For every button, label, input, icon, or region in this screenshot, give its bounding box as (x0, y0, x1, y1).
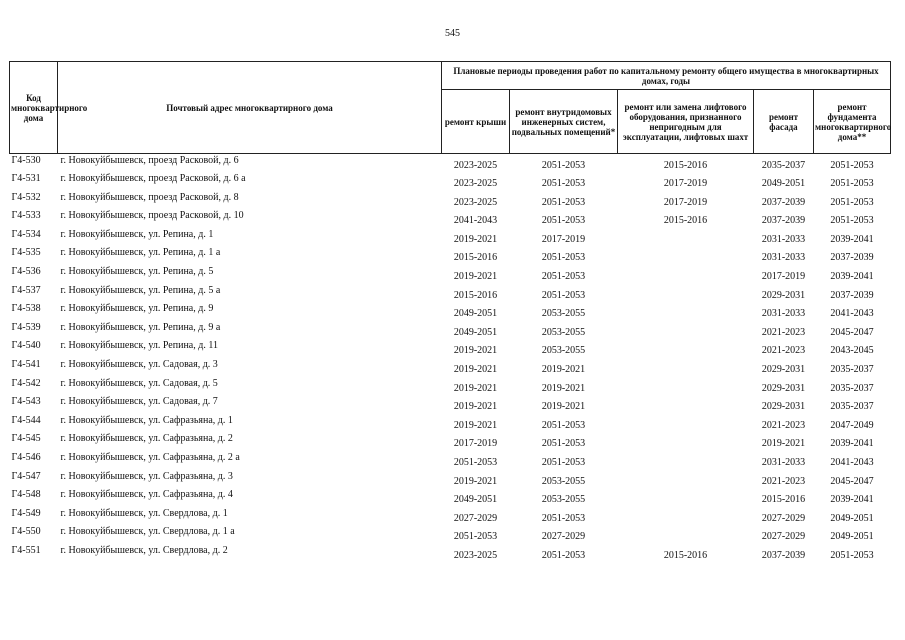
postal-address: г. Новокуйбышевск, ул. Репина, д. 1 (60, 228, 214, 240)
facade-period: 2029-2031 (761, 289, 806, 301)
building-code: Г4-546 (11, 452, 41, 463)
facade-period: 2021-2023 (761, 475, 806, 487)
foundation-period: 2043-2045 (830, 345, 874, 357)
engineering-systems-period: 2053-2055 (541, 475, 586, 487)
postal-address: г. Новокуйбышевск, ул. Сафразьяна, д. 2 (60, 433, 233, 445)
building-code: Г4-551 (11, 544, 41, 556)
roof-repair-period: 2019-2021 (453, 382, 498, 394)
foundation-period: 2049-2051 (830, 512, 874, 524)
roof-repair-period: 2019-2021 (453, 401, 498, 413)
foundation-period: 2039-2041 (830, 271, 874, 283)
engineering-systems-period: 2051-2053 (541, 196, 586, 208)
facade-period: 2037-2039 (761, 215, 806, 227)
facade-period: 2017-2019 (761, 271, 806, 283)
header-elevator-repair: ремонт или замена лифтового оборудования, признанного непригодным для эксплуатации, лифтовых шахт (618, 90, 754, 154)
engineering-systems-period: 2051-2053 (541, 438, 586, 450)
elevator-period (618, 507, 754, 526)
table-row (10, 172, 891, 191)
building-code: Г4-532 (11, 191, 41, 203)
facade-period: 2021-2023 (761, 326, 806, 338)
table-row (10, 377, 891, 396)
building-code: Г4-549 (11, 507, 41, 519)
table-row (10, 246, 891, 265)
roof-repair-period: 2023-2025 (453, 160, 498, 171)
roof-repair-period: 2019-2021 (453, 419, 498, 431)
elevator-period: 2017-2019 (663, 196, 708, 208)
elevator-period: 2015-2016 (663, 549, 708, 561)
facade-period: 2029-2031 (761, 364, 806, 376)
table-row (10, 265, 891, 284)
building-code: Г4-537 (11, 284, 41, 296)
roof-repair-period: 2051-2053 (453, 457, 498, 468)
roof-repair-period: 2019-2021 (453, 271, 498, 283)
postal-address: г. Новокуйбышевск, ул. Сафразьяна, д. 1 (60, 414, 233, 426)
table-row (10, 544, 891, 563)
roof-repair-period: 2017-2019 (453, 438, 498, 450)
facade-period: 2021-2023 (761, 345, 806, 357)
building-code: Г4-550 (11, 526, 41, 538)
table-row (10, 228, 891, 247)
engineering-systems-period: 2053-2055 (541, 326, 586, 338)
foundation-period: 2039-2041 (830, 233, 874, 245)
table-row (10, 209, 891, 228)
facade-period: 2021-2023 (761, 419, 806, 431)
postal-address: г. Новокуйбышевск, ул. Репина, д. 5 (60, 266, 214, 278)
foundation-period: 2041-2043 (830, 457, 874, 468)
foundation-period: 2041-2043 (830, 308, 874, 320)
elevator-period: 2015-2016 (663, 160, 708, 171)
building-code: Г4-548 (11, 489, 41, 501)
postal-address: г. Новокуйбышевск, ул. Садовая, д. 7 (60, 396, 218, 408)
table-row (10, 395, 891, 414)
table-row (10, 451, 891, 470)
engineering-systems-period: 2051-2053 (541, 160, 586, 171)
roof-repair-period: 2049-2051 (453, 308, 498, 320)
roof-repair-period: 2027-2029 (453, 512, 498, 524)
facade-period: 2049-2051 (761, 178, 806, 190)
building-code: Г4-538 (11, 303, 41, 315)
facade-period: 2027-2029 (761, 531, 806, 543)
elevator-period (618, 377, 754, 396)
header-foundation-repair: ремонт фундамента многоквартирного дома** (814, 90, 891, 154)
foundation-period: 2037-2039 (830, 289, 874, 301)
elevator-period (618, 358, 754, 377)
engineering-systems-period: 2051-2053 (541, 215, 586, 227)
building-code: Г4-539 (11, 321, 41, 333)
table-row (10, 154, 891, 173)
postal-address: г. Новокуйбышевск, ул. Репина, д. 9 (60, 303, 214, 315)
foundation-period: 2035-2037 (830, 364, 874, 376)
building-code: Г4-543 (11, 396, 41, 408)
elevator-period (618, 470, 754, 489)
facade-period: 2037-2039 (761, 196, 806, 208)
facade-period: 2037-2039 (761, 549, 806, 561)
facade-period: 2029-2031 (761, 401, 806, 413)
table-row (10, 432, 891, 451)
building-code: Г4-542 (11, 377, 41, 389)
header-planned-periods: Плановые периоды проведения работ по капитальному ремонту общего имущества в многоквартирных домах, годы (442, 62, 891, 90)
engineering-systems-period: 2051-2053 (541, 252, 586, 264)
foundation-period: 2051-2053 (830, 549, 874, 561)
foundation-period: 2035-2037 (830, 401, 874, 413)
engineering-systems-period: 2019-2021 (541, 382, 586, 394)
building-code: Г4-534 (11, 228, 41, 240)
header-facade-repair: ремонт фасада (754, 90, 814, 154)
engineering-systems-period: 2051-2053 (541, 512, 586, 524)
elevator-period (618, 302, 754, 321)
postal-address: г. Новокуйбышевск, ул. Репина, д. 11 (60, 340, 218, 352)
roof-repair-period: 2015-2016 (453, 252, 498, 264)
postal-address: г. Новокуйбышевск, ул. Садовая, д. 3 (60, 359, 218, 371)
postal-address: г. Новокуйбышевск, ул. Сафразьяна, д. 2 а (60, 452, 240, 463)
elevator-period (618, 246, 754, 265)
table-row (10, 191, 891, 210)
foundation-period: 2039-2041 (830, 438, 874, 450)
postal-address: г. Новокуйбышевск, ул. Репина, д. 5 а (60, 284, 221, 296)
engineering-systems-period: 2019-2021 (541, 364, 586, 376)
roof-repair-period: 2049-2051 (453, 494, 498, 506)
foundation-period: 2035-2037 (830, 382, 874, 394)
table-row (10, 525, 891, 544)
facade-period: 2015-2016 (761, 494, 806, 506)
foundation-period: 2047-2049 (830, 419, 874, 431)
postal-address: г. Новокуйбышевск, проезд Расковой, д. 6 а (60, 173, 246, 185)
facade-period: 2029-2031 (761, 382, 806, 394)
roof-repair-period: 2019-2021 (453, 364, 498, 376)
elevator-period (618, 265, 754, 284)
table-row (10, 302, 891, 321)
roof-repair-period: 2023-2025 (453, 178, 498, 190)
foundation-period: 2051-2053 (830, 160, 874, 171)
roof-repair-period: 2019-2021 (453, 345, 498, 357)
facade-period: 2031-2033 (761, 308, 806, 320)
facade-period: 2027-2029 (761, 512, 806, 524)
header-engineering-systems-repair: ремонт внутридомовых инженерных систем, подвальных помещений* (510, 90, 618, 154)
table-row (10, 358, 891, 377)
engineering-systems-period: 2053-2055 (541, 345, 586, 357)
foundation-period: 2051-2053 (830, 215, 874, 227)
elevator-period (618, 414, 754, 433)
postal-address: г. Новокуйбышевск, ул. Сафразьяна, д. 4 (60, 489, 233, 501)
engineering-systems-period: 2053-2055 (541, 494, 586, 506)
roof-repair-period: 2049-2051 (453, 326, 498, 338)
postal-address: г. Новокуйбышевск, ул. Репина, д. 1 а (60, 247, 221, 259)
facade-period: 2035-2037 (761, 160, 806, 171)
postal-address: г. Новокуйбышевск, ул. Репина, д. 9 а (60, 321, 221, 333)
header-roof-repair: ремонт крыши (442, 90, 510, 154)
engineering-systems-period: 2019-2021 (541, 401, 586, 413)
foundation-period: 2049-2051 (830, 531, 874, 543)
roof-repair-period: 2015-2016 (453, 289, 498, 301)
elevator-period (618, 339, 754, 358)
header-address: Почтовый адрес многоквартирного дома (58, 62, 442, 154)
elevator-period (618, 525, 754, 544)
table-row (10, 321, 891, 340)
postal-address: г. Новокуйбышевск, ул. Садовая, д. 5 (60, 377, 218, 389)
building-code: Г4-544 (11, 414, 41, 426)
building-code: Г4-545 (11, 433, 41, 445)
building-code: Г4-530 (11, 155, 41, 166)
roof-repair-period: 2023-2025 (453, 196, 498, 208)
postal-address: г. Новокуйбышевск, ул. Сафразьяна, д. 3 (60, 470, 233, 482)
elevator-period: 2017-2019 (663, 178, 708, 190)
table-row (10, 339, 891, 358)
building-code: Г4-540 (11, 340, 41, 352)
page-number: 545 (445, 28, 460, 39)
engineering-systems-period: 2027-2029 (541, 531, 586, 543)
roof-repair-period: 2041-2043 (453, 215, 498, 227)
building-code: Г4-535 (11, 247, 41, 259)
foundation-period: 2051-2053 (830, 178, 874, 190)
header-code: Код многоквартирного дома (10, 62, 58, 154)
elevator-period (618, 432, 754, 451)
elevator-period (618, 395, 754, 414)
postal-address: г. Новокуйбышевск, ул. Свердлова, д. 1 а (60, 526, 235, 538)
facade-period: 2031-2033 (761, 252, 806, 264)
facade-period: 2031-2033 (761, 233, 806, 245)
engineering-systems-period: 2051-2053 (541, 457, 586, 468)
building-code: Г4-531 (11, 173, 41, 185)
engineering-systems-period: 2051-2053 (541, 549, 586, 561)
engineering-systems-period: 2051-2053 (541, 289, 586, 301)
elevator-period (618, 451, 754, 470)
engineering-systems-period: 2051-2053 (541, 178, 586, 190)
foundation-period: 2039-2041 (830, 494, 874, 506)
building-code: Г4-533 (11, 210, 41, 222)
postal-address: г. Новокуйбышевск, проезд Расковой, д. 8 (60, 191, 239, 203)
engineering-systems-period: 2053-2055 (541, 308, 586, 320)
postal-address: г. Новокуйбышевск, ул. Свердлова, д. 2 (60, 544, 228, 556)
elevator-period: 2015-2016 (663, 215, 708, 227)
roof-repair-period: 2019-2021 (453, 475, 498, 487)
engineering-systems-period: 2051-2053 (541, 419, 586, 431)
elevator-period (618, 228, 754, 247)
facade-period: 2031-2033 (761, 457, 806, 468)
postal-address: г. Новокуйбышевск, проезд Расковой, д. 10 (60, 210, 244, 222)
engineering-systems-period: 2017-2019 (541, 233, 586, 245)
postal-address: г. Новокуйбышевск, проезд Расковой, д. 6 (60, 155, 239, 166)
roof-repair-period: 2019-2021 (453, 233, 498, 245)
table-row (10, 470, 891, 489)
elevator-period (618, 284, 754, 303)
repair-schedule-table (9, 61, 891, 563)
table-row (10, 507, 891, 526)
foundation-period: 2045-2047 (830, 326, 874, 338)
foundation-period: 2051-2053 (830, 196, 874, 208)
roof-repair-period: 2051-2053 (453, 531, 498, 543)
facade-period: 2019-2021 (761, 438, 806, 450)
table-row (10, 488, 891, 507)
table-row (10, 414, 891, 433)
engineering-systems-period: 2051-2053 (541, 271, 586, 283)
foundation-period: 2045-2047 (830, 475, 874, 487)
building-code: Г4-547 (11, 470, 41, 482)
elevator-period (618, 488, 754, 507)
roof-repair-period: 2023-2025 (453, 549, 498, 561)
postal-address: г. Новокуйбышевск, ул. Свердлова, д. 1 (60, 507, 228, 519)
foundation-period: 2037-2039 (830, 252, 874, 264)
building-code: Г4-541 (11, 359, 41, 371)
building-code: Г4-536 (11, 266, 41, 278)
table-row (10, 284, 891, 303)
elevator-period (618, 321, 754, 340)
